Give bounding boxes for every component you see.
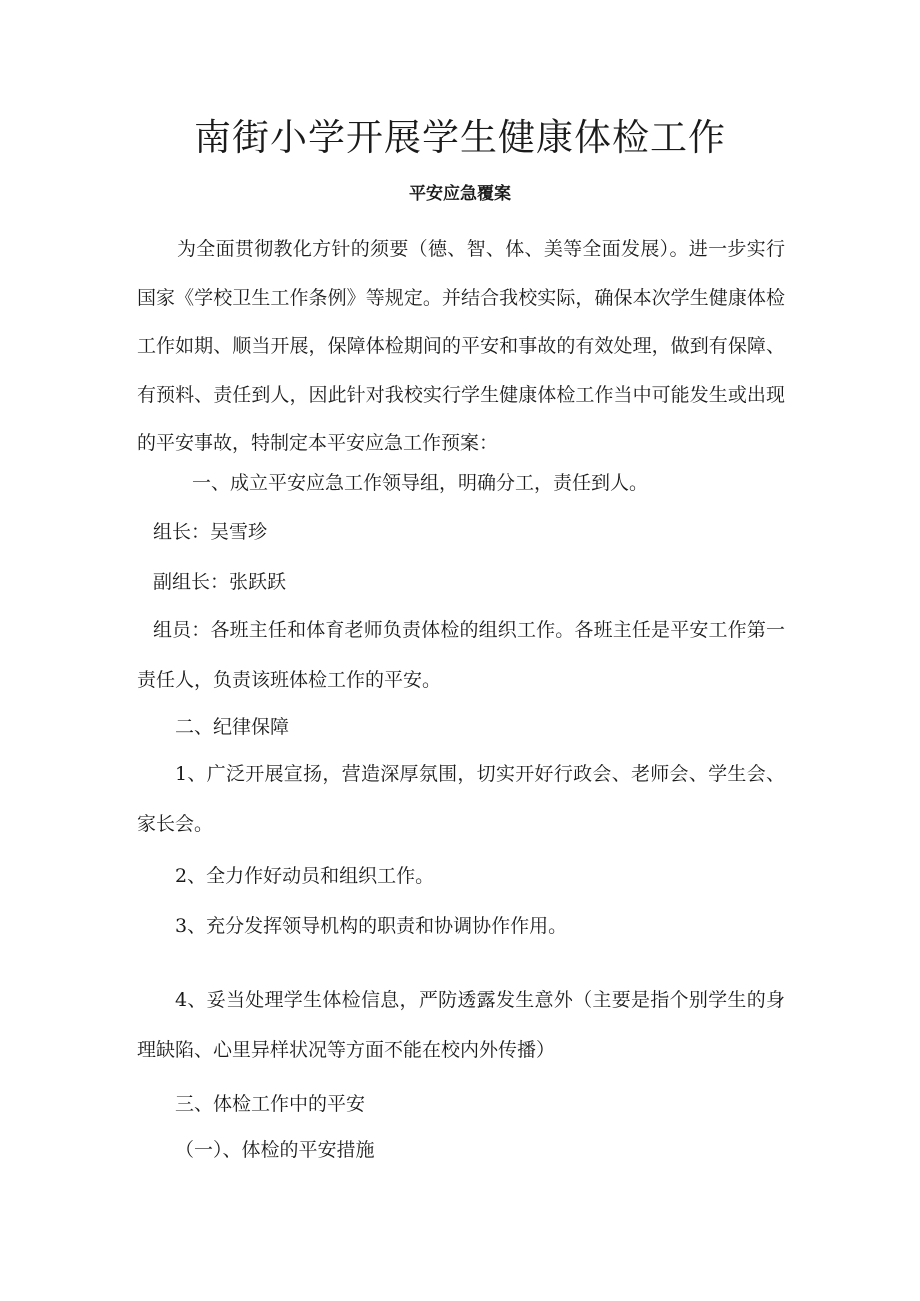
subsection1-heading: （一）、体检的平安措施 xyxy=(175,1139,375,1161)
document-title: 南街小学开展学生健康体检工作 xyxy=(194,116,726,159)
list-item-3: 3、充分发挥领导机构的职责和协调协作作用。 xyxy=(175,915,568,937)
deputy-leader-line: 副组长：张跃跃 xyxy=(153,571,287,593)
section2-heading: 二、纪律保障 xyxy=(175,716,290,738)
document-subtitle: 平安应急覆案 xyxy=(409,184,511,204)
list-item-4: 4、妥当处理学生体检信息，严防透露发生意外（主要是指个别学生的身理缺陷、心里异样状况等方面不能在校内外传播） xyxy=(137,989,785,1061)
section3-heading: 三、体检工作中的平安 xyxy=(175,1093,366,1115)
leader-line: 组长：吴雪珍 xyxy=(153,521,268,543)
intro-paragraph: 为全面贯彻教化方针的须要（德、智、体、美等全面发展）。进一步实行国家《学校卫生工作条例》等规定。并结合我校实际，确保本次学生健康体检工作如期、顺当开展，保障体检期间的平安和事故的有效处理，做到有保障、有预料、责任到人，因此针对我校实行学生健康体检工作当中可能发生或出现的平安事故，特制定本平安应急工作预案： xyxy=(137,238,785,454)
members-paragraph: 组员：各班主任和体育老师负责体检的组织工作。各班主任是平安工作第一责任人，负责该班体检工作的平安。 xyxy=(137,619,785,691)
list-item-1: 1、广泛开展宣扬，营造深厚氛围，切实开好行政会、老师会、学生会、家长会。 xyxy=(137,763,785,835)
section1-heading: 一、成立平安应急工作领导组，明确分工，责任到人。 xyxy=(192,472,649,494)
list-item-2: 2、全力作好动员和组织工作。 xyxy=(175,865,435,887)
